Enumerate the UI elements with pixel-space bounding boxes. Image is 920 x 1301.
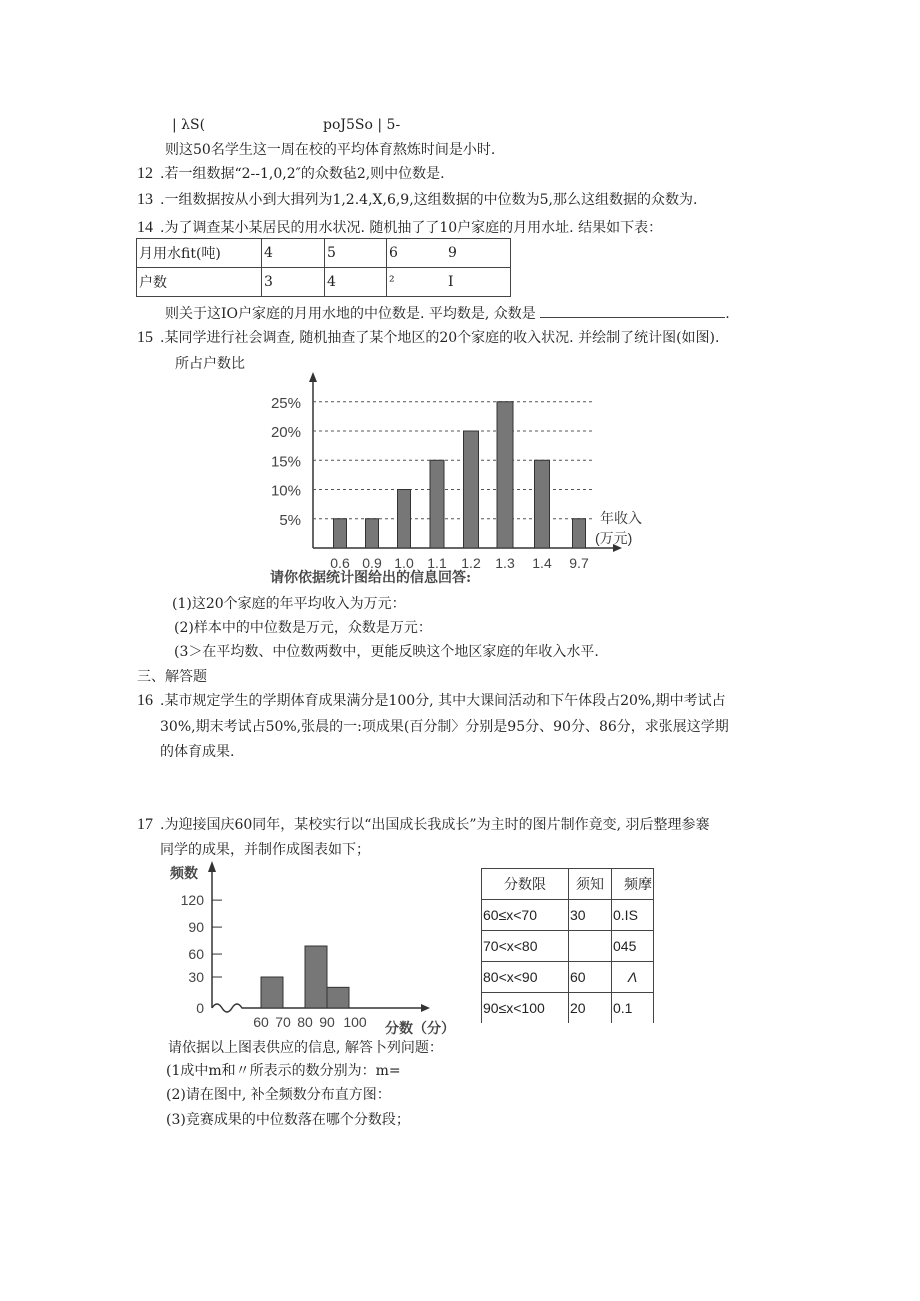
question-number: 16 (137, 692, 153, 709)
y-axis-arrow-icon (208, 861, 216, 872)
table-cell: 5 (325, 239, 387, 268)
x-tick-label: 1.0 (394, 555, 414, 571)
table-cell: I (446, 268, 511, 297)
y-tick-label: 20% (270, 424, 301, 441)
x-tick-label: 1.4 (532, 555, 552, 571)
bar (573, 519, 586, 548)
bar (366, 519, 379, 548)
income-bar-chart (260, 370, 660, 590)
y-axis-arrow-icon (309, 372, 317, 382)
y-tick-label: 10% (270, 482, 301, 500)
x-tick-label: 100 (343, 1014, 367, 1030)
table-row (482, 993, 654, 1024)
chart-y-label: 所占户数比 (175, 356, 245, 372)
y-tick-label: 90 (188, 919, 204, 936)
table-cell: 045 (612, 931, 654, 962)
x-axis-label: 年收入 (600, 510, 642, 526)
garbled-text: | λS( (172, 117, 206, 133)
y-tick-label: 120 (180, 892, 204, 909)
table-row (137, 268, 511, 297)
table-cell: ² (387, 268, 447, 297)
question-17-line-2: 同学的成果，并制作成图表如下； (160, 842, 370, 858)
question-17: .为迎接国庆60同年，某校实行以“出国成长我成长”为主时的图片制作竟变, 羽后整理参褰 (160, 817, 710, 833)
table-cell: 80<x<90 (482, 962, 569, 993)
table-cell: 3 (262, 268, 325, 297)
table-cell: 90≤x<100 (482, 993, 569, 1024)
histogram-bar (261, 977, 283, 1008)
x-tick-label: 1.3 (495, 555, 515, 571)
y-tick-label: 15% (270, 453, 301, 471)
table-cell: 70<x<80 (482, 931, 569, 962)
x-tick-label: 1.1 (427, 555, 447, 571)
table-cell: 20 (569, 993, 612, 1024)
bar (464, 431, 479, 548)
table-cell: 60 (569, 962, 612, 993)
question-15-part-2: (2)样本中的中位数是万元，众数是万元： (174, 620, 432, 636)
x-tick-label: 0.6 (330, 555, 350, 571)
y-tick-label: 0 (196, 1000, 204, 1016)
y-tick-label: 60 (188, 946, 204, 963)
question-16-line-3: 的体育成果. (160, 744, 235, 760)
y-tick-label: 30 (188, 969, 204, 985)
bar (535, 460, 550, 548)
table-cell: 9 (446, 239, 511, 268)
x-tick-label: 70 (275, 1014, 291, 1030)
x-tick-label: 9.7 (569, 555, 589, 571)
question-number: 14 (137, 219, 153, 236)
question-16: .某市规定学生的学期体育成果满分是100分, 其中大课间活动和下午体段占20%,期中考试占 (160, 693, 726, 709)
table-cell: 4 (325, 268, 387, 297)
table-row (482, 962, 654, 993)
question-15: .某同学进行社会调查, 随机抽查了某个地区的20个家庭的收入状况. 并绘制了统计图(如图). (160, 330, 720, 346)
x-axis-unit: (万元) (595, 530, 633, 546)
water-usage-table (136, 238, 511, 297)
bar (334, 519, 347, 548)
x-axis-arrow-icon (421, 1004, 430, 1012)
table-header: 频摩 (612, 869, 654, 900)
question-14-followup: 则关于这IO户家庭的月用水地的中位数是. 平均数是, 众数是 . (165, 303, 730, 323)
score-frequency-table (481, 868, 654, 1023)
question-number: 13 (137, 191, 153, 208)
section-heading: 三、解答题 (137, 669, 207, 685)
garbled-text: poJ5So | 5- (323, 117, 401, 133)
question-number: 17 (137, 816, 153, 833)
table-header-row (482, 869, 654, 900)
bar (430, 460, 444, 548)
question-17-part-1: (1成中m和〃所表示的数分别为：m= (166, 1063, 401, 1079)
table-cell: 0.1 (612, 993, 654, 1024)
table-row (137, 239, 511, 268)
table-cell (569, 931, 612, 962)
x-tick-label: 90 (319, 1014, 335, 1030)
question-15-part-3: (3＞在平均数、中位数两数中，更能反映这个地区家庭的年收入水平. (174, 644, 599, 660)
histogram-bar (305, 946, 327, 1008)
x-tick-label: 80 (297, 1014, 313, 1030)
answer-blank (540, 303, 725, 318)
question-13: .一组数据按从小到大揖列为1,2.4,X,6,9,这组数据的中位数为5,那么这组数据的众数为. (160, 192, 698, 208)
y-axis-label: 频数 (170, 865, 198, 881)
score-histogram (165, 858, 480, 1043)
table-row (482, 931, 654, 962)
table-cell: 0.IS (612, 900, 654, 931)
question-number: 15 (137, 329, 153, 346)
table-cell: 6 (387, 239, 447, 268)
question-text: 则关于这IO户家庭的月用水地的中位数是. 平均数是, 众数是 (165, 306, 536, 322)
question-number: 12 (137, 165, 153, 182)
x-tick-label: 0.9 (362, 555, 382, 571)
table-cell: 月用水fit(吨) (137, 239, 262, 268)
chart-prompt: 请你依据统计图给出的信息回答: (270, 570, 472, 586)
x-tick-label: 1.2 (461, 555, 481, 571)
histogram-bar (327, 987, 349, 1008)
table-cell: 4 (262, 239, 325, 268)
table-cell: Λ (612, 962, 654, 993)
question-12: .若一组数据“2--1,0,2″的众数毡2,则中位数是. (160, 166, 445, 182)
table-row (482, 900, 654, 931)
question-15-part-1: (1)这20个家庭的年平均收入为万元： (172, 596, 406, 612)
question-14: .为了调查某小某居民的用水状况. 随机抽了了10户家庭的月用水址. 结果如下表： (160, 220, 663, 236)
question-17-part-3: (3)竞赛成果的中位数落在哪个分数段； (166, 1112, 410, 1128)
y-tick-label: 25% (270, 394, 301, 412)
question-17-part-2: (2)请在图中, 补全频数分布直方图： (166, 1087, 391, 1103)
question-11-tail: 则这50名学生这一周在校的平均体育熬炼时间是小时. (165, 142, 496, 158)
table-header: 分数限 (482, 869, 569, 900)
table-header: 须知 (569, 869, 612, 900)
table-cell: 户数 (137, 268, 262, 297)
bar (398, 490, 411, 549)
x-axis-label: 分数（分） (385, 1020, 455, 1036)
question-17-prompt: 请依据以上图表供应的信息, 解答卜列问题： (168, 1040, 443, 1056)
question-16-line-2: 30%,期末考试占50%,张晨的一:项成果(百分制〉分别是95分、90分、86分，求张展这学期 (160, 719, 729, 735)
bar (497, 402, 513, 548)
table-cell: 60≤x<70 (482, 900, 569, 931)
x-tick-label: 60 (253, 1014, 269, 1030)
table-cell: 30 (569, 900, 612, 931)
y-tick-label: 5% (279, 511, 301, 529)
